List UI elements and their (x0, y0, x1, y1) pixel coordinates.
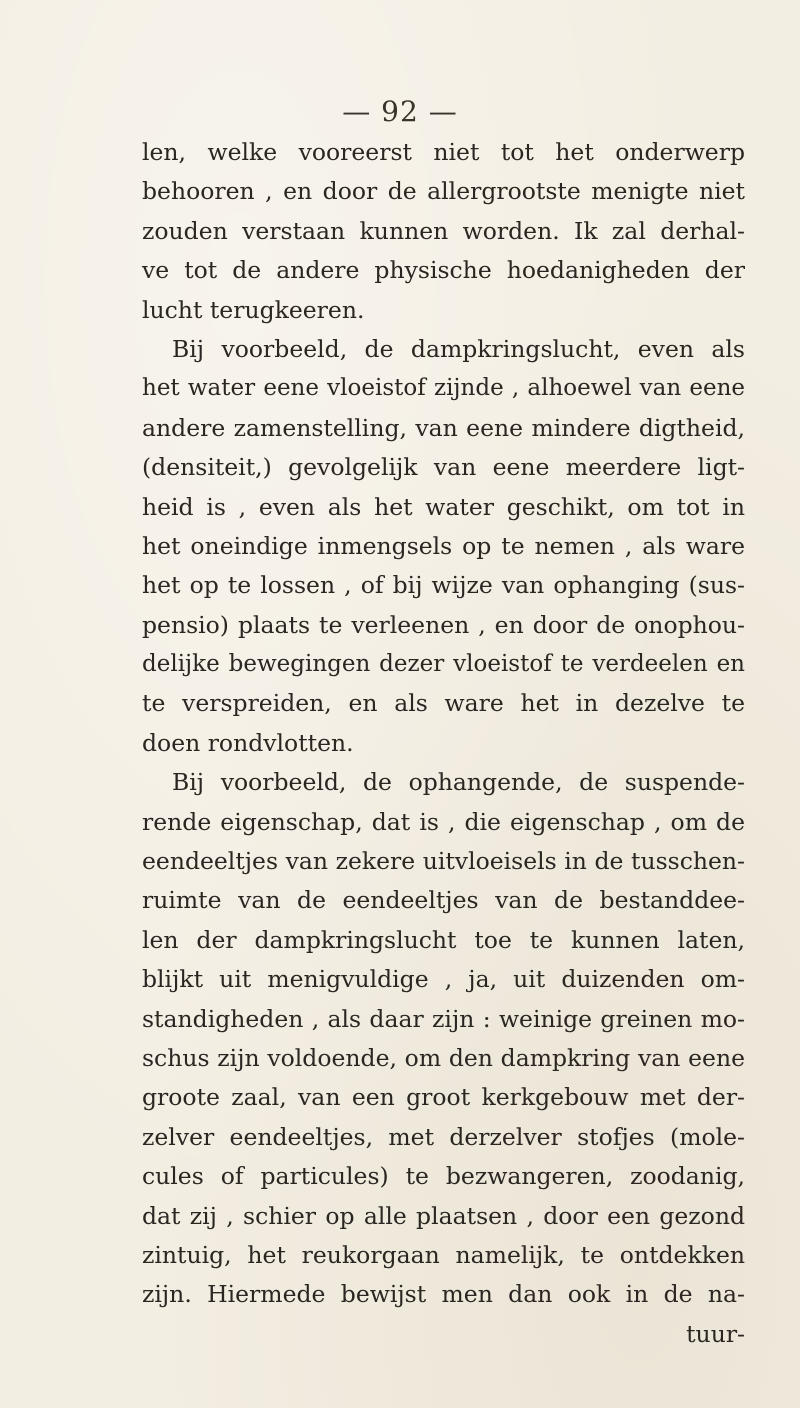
text-line: zintuig, het reukorgaan namelijk, te ontdekken (142, 1240, 745, 1269)
text-line: Bij voorbeeld, de dampkringslucht, even als (172, 334, 745, 363)
page-number: — 92 — (342, 95, 458, 128)
text-line: heid is , even als het water geschikt, om tot in (142, 492, 745, 521)
catchword: tuur- (686, 1319, 745, 1348)
text-line: te verspreiden, en als ware het in dezelve te (142, 689, 745, 718)
body-text (142, 133, 745, 1354)
text-line: schus zijn voldoende, om den dampkring van eene (142, 1043, 745, 1072)
text-line: het op te lossen , of bij wijze van ophanging (sus- (142, 571, 745, 600)
text-line: len, welke vooreerst niet tot het onderwerp (142, 138, 745, 166)
text-line: blijkt uit menigvuldige , ja, uit duizenden om- (142, 965, 745, 994)
text-line: ruimte van de eendeeltjes van de bestanddee- (142, 886, 745, 915)
text-line: het oneindige inmengsels op te nemen , als ware (142, 531, 745, 560)
text-line: lucht terugkeeren. (142, 295, 365, 324)
text-line: len der dampkringslucht toe te kunnen laten, (142, 925, 745, 954)
text-line: ve tot de andere physische hoedanigheden der (142, 256, 745, 285)
text-line: Bij voorbeeld, de ophangende, de suspende- (172, 768, 745, 797)
text-line: pensio) plaats te verleenen , en door de onophou- (142, 610, 745, 639)
text-line: zelver eendeeltjes, met derzelver stofjes (mole- (142, 1122, 745, 1151)
text-line: doen rondvlotten. (142, 728, 354, 757)
text-line: cules of particules) te bezwangeren, zoodanig, (142, 1162, 745, 1191)
text-line: delijke bewegingen dezer vloeistof te verdeelen en (142, 651, 745, 678)
text-line: zouden verstaan kunnen worden. Ik zal derhal- (142, 216, 745, 245)
text-line: het water eene vloeistof zijnde , alhoewel van eene (142, 375, 745, 402)
text-line: groote zaal, van een groot kerkgebouw met der- (142, 1083, 745, 1112)
text-line: eendeeltjes van zekere uitvloeisels in de tusschen- (142, 847, 745, 876)
text-line: standigheden , als daar zijn : weinige greinen mo- (142, 1004, 745, 1033)
text-line: andere zamenstelling, van eene mindere digtheid, (142, 413, 745, 442)
text-line: rende eigenschap, dat is , die eigenschap , om de (142, 807, 745, 836)
text-line: behooren , en door de allergrootste menigte niet (142, 177, 745, 206)
text-line: zijn. Hiermede bewijst men dan ook in de na- (142, 1280, 745, 1309)
text-line: (densiteit,) gevolgelijk van eene meerdere ligt- (142, 453, 745, 482)
text-line: dat zij , schier op alle plaatsen , door een gezond (142, 1201, 745, 1230)
